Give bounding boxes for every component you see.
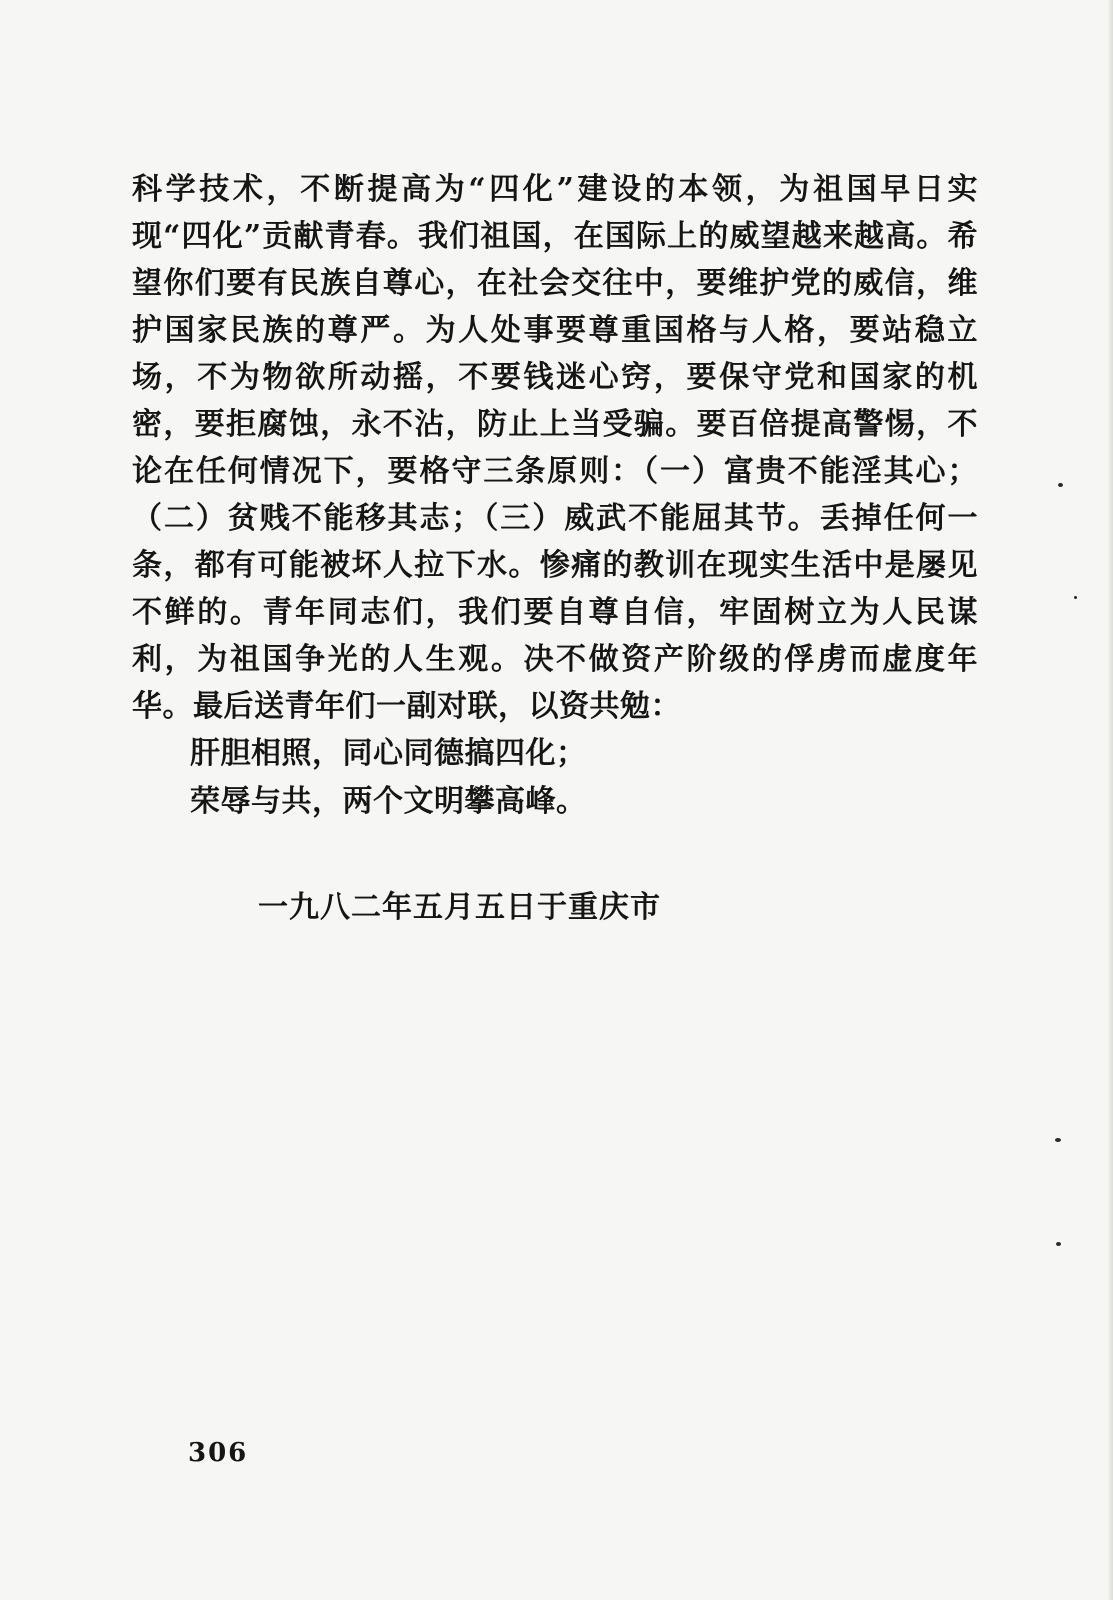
date-line: 一九八二年五月五日于重庆市 bbox=[258, 890, 661, 925]
body-text bbox=[132, 166, 978, 730]
couplet-line-1: 肝胆相照，同心同德搞四化； bbox=[190, 736, 587, 771]
scan-speck bbox=[1055, 1138, 1061, 1142]
body-paragraph: 科学技术，不断提高为“四化”建设的本领，为祖国早日实现“四化”贡献青春。我们祖国，在国际上的威望越来越高。希望你们要有民族自尊心，在社会交往中，要维护党的威信，维护国家民族的尊严。为人处事要尊重国格与人格，要站稳立场，不为物欲所动摇，不要钱迷心窍，要保守党和国家的机密，要拒腐蚀，永不沾，防止上当受骗。要百倍提高警惕，不论在任何情况下，要格守三条原则：（一）富贵不能淫其心；（二）贫贱不能移其志；（三）威武不能屈其节。丢掉任何一条，都有可能被坏人拉下水。惨痛的教训在现实生活中是屡见不鲜的。青年同志们，我们要自尊自信，牢固树立为人民谋利，为祖国争光的人生观。决不做资产阶级的俘虏而虚度年华。最后送青年们一副对联，以资共勉： bbox=[132, 172, 978, 724]
page-number: 306 bbox=[188, 1438, 249, 1468]
couplet-line-2: 荣辱与共，两个文明攀高峰。 bbox=[190, 784, 587, 819]
scan-speck bbox=[1056, 1242, 1061, 1246]
scan-speck bbox=[1074, 596, 1077, 599]
page-edge bbox=[1107, 0, 1113, 1600]
scan-speck bbox=[1058, 483, 1063, 487]
